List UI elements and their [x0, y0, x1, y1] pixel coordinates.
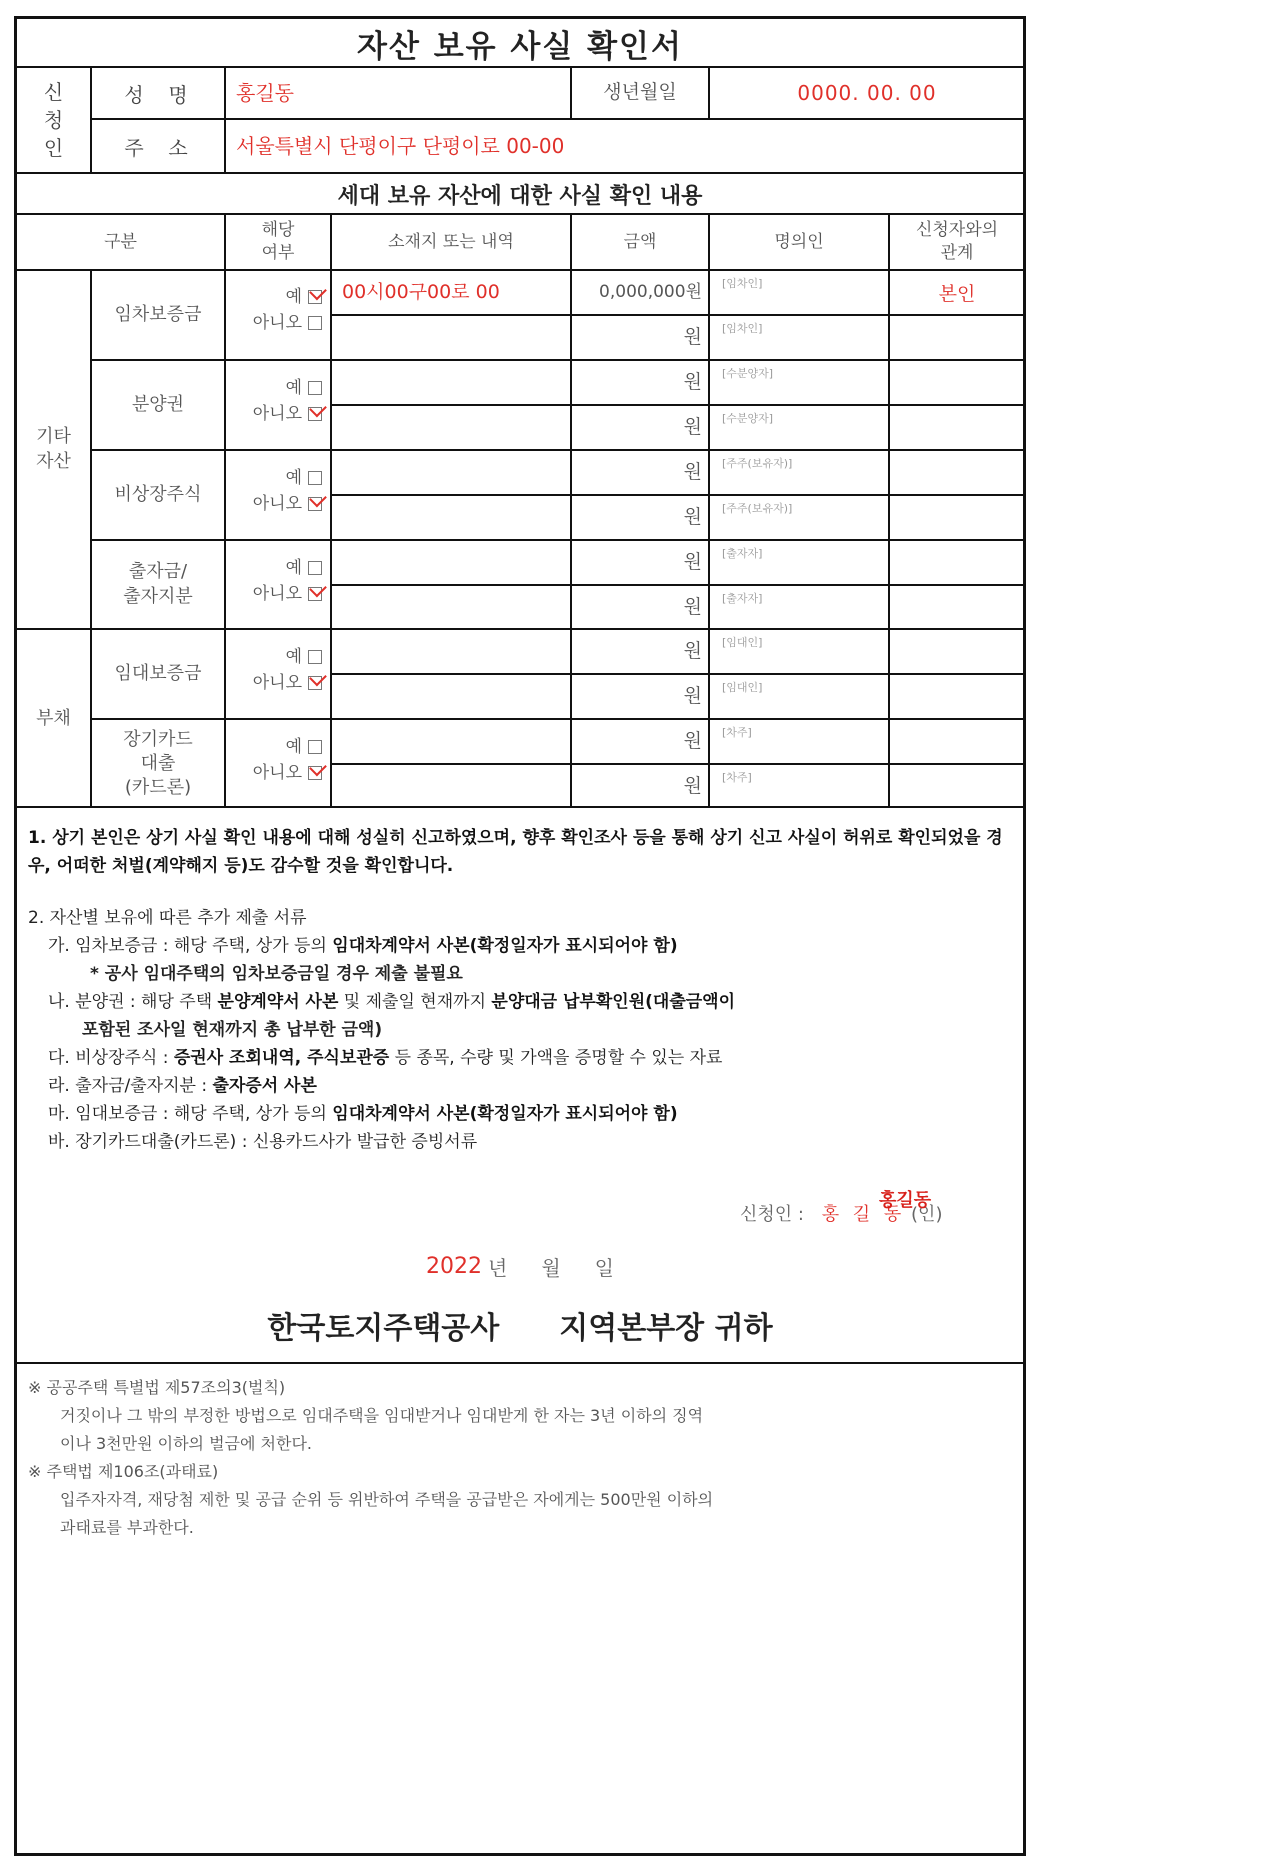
amount-cell: 원	[683, 775, 702, 797]
no-label: 아니오	[252, 583, 302, 604]
yes-label: 예	[285, 647, 302, 667]
owner-cell: [수분양자]	[722, 412, 774, 425]
note-ga-text: 가. 임차보증금 : 해당 주택, 상가 등의	[48, 936, 333, 956]
note-da-text2: 등 종목, 수량 및 가액을 증명할 수 있는 자료	[389, 1048, 723, 1068]
note-ma	[28, 1100, 1014, 1128]
group-other-assets: 기타 자산	[36, 426, 71, 472]
owner-cell: [임차인]	[722, 277, 763, 290]
amount-cell: 원	[683, 461, 702, 483]
owner-cell: [수분양자]	[722, 367, 774, 380]
header-category: 구분	[104, 231, 137, 252]
row-name-investment: 출자금/ 출자지분	[123, 561, 193, 607]
recipient-org: 한국토지주택공사	[267, 1311, 500, 1346]
note-ra-bold: 출자증서 사본	[212, 1076, 317, 1096]
no-checkbox[interactable]	[308, 766, 322, 780]
no-label: 아니오	[252, 672, 302, 693]
yes-checkbox[interactable]	[308, 471, 322, 485]
no-checkbox[interactable]	[308, 316, 322, 330]
no-checkbox[interactable]	[308, 587, 322, 601]
legal-2-title: ※ 주택법 제106조(과태료)	[28, 1462, 219, 1481]
note-ma-bold: 임대차계약서 사본(확정일자가 표시되어야 함)	[332, 1104, 678, 1124]
legal-block	[28, 1374, 1008, 1542]
no-label: 아니오	[252, 762, 302, 783]
birth-value: 0000. 00. 00	[797, 81, 937, 105]
note-na-bold2: 분양대금 납부확인원(대출금액이	[491, 992, 736, 1012]
yes-checkbox[interactable]	[308, 650, 322, 664]
row-name-presale-right: 분양권	[131, 393, 185, 415]
check-group-card-loan	[232, 735, 322, 786]
recipient-line	[17, 1300, 1023, 1350]
date-month-unit: 월	[541, 1255, 561, 1280]
note-ba: 바. 장기카드대출(카드론) : 신용카드사가 발급한 증빙서류	[48, 1132, 478, 1152]
amount-cell: 원	[683, 596, 702, 618]
header-amount: 금액	[623, 231, 657, 252]
note-ga	[28, 932, 1014, 960]
owner-cell: [주주(보유자)]	[722, 502, 793, 515]
location-cell: 00시00구00로 00	[342, 281, 500, 303]
recipient-office: 지역본부장 귀하	[559, 1311, 773, 1346]
legal-2-body1: 입주자자격, 재당첨 제한 및 공급 순위 등 위반하여 주택을 공급받은 자에게는 500만원 이하의	[60, 1490, 714, 1509]
note-da-text: 다. 비상장주식 :	[48, 1048, 174, 1068]
note-1: 1. 상기 본인은 상기 사실 확인 내용에 대해 성실히 신고하였으며, 향후 확인조사 등을 통해 상기 신고 사실이 허위로 확인되었을 경우, 어떠한 처벌(계약해지 등)도 감수할 것을 확인합니다.	[28, 828, 1003, 876]
signature-name: 홍 길 동	[821, 1204, 906, 1225]
no-label: 아니오	[252, 493, 302, 514]
note-ga-star: * 공사 임대주택의 임차보증금일 경우 제출 불필요	[90, 964, 463, 984]
row-name-lease-deposit: 임차보증금	[114, 303, 202, 325]
legal-2-body2: 과태료를 부과한다.	[60, 1518, 194, 1537]
name-label: 성 명	[124, 82, 192, 107]
yes-label: 예	[285, 558, 302, 578]
amount-cell: 원	[683, 371, 702, 393]
note-na-cont: 포함된 조사일 현재까지 총 납부한 금액)	[82, 1020, 383, 1040]
header-relation: 신청자와의 관계	[915, 220, 999, 263]
amount-cell: 원	[683, 506, 702, 528]
amount-cell: 원	[683, 416, 702, 438]
note-na-text2: 및 제출일 현재까지	[338, 992, 492, 1012]
signature-label: 신청인 :	[740, 1204, 804, 1225]
name-value: 홍길동	[236, 81, 294, 105]
note-na-text: 나. 분양권 : 해당 주택	[48, 992, 218, 1012]
row-name-card-loan: 장기카드 대출 (카드론)	[123, 728, 193, 799]
amount-cell: 원	[683, 730, 702, 752]
date-year: 2022	[426, 1253, 482, 1279]
amount-cell: 원	[683, 551, 702, 573]
note-2-block	[28, 904, 1014, 1156]
no-label: 아니오	[252, 403, 302, 424]
owner-cell: [차주]	[722, 726, 752, 739]
yes-checkbox[interactable]	[308, 381, 322, 395]
note-da-bold: 증권사 조회내역, 주식보관증	[173, 1048, 390, 1068]
check-group-investment	[232, 556, 322, 607]
legal-1-title: ※ 공공주택 특별법 제57조의3(벌칙)	[28, 1378, 286, 1397]
check-group-lease-deposit	[232, 285, 322, 336]
row-name-rental-deposit: 임대보증금	[114, 662, 202, 684]
applicant-label: 신 청 인	[43, 80, 64, 160]
yes-label: 예	[285, 378, 302, 398]
header-location: 소재지 또는 내역	[388, 231, 514, 252]
birth-label: 생년월일	[603, 81, 677, 104]
legal-1-body1: 거짓이나 그 밖의 부정한 방법으로 임대주택을 임대받거나 임대받게 한 자는 3년 이하의 징역	[60, 1406, 704, 1425]
group-debt: 부채	[36, 707, 71, 729]
signature-handwritten: 홍길동	[879, 1190, 932, 1211]
row-name-unlisted-stock: 비상장주식	[114, 483, 202, 505]
yes-label: 예	[285, 737, 302, 757]
date-year-unit: 년	[488, 1255, 508, 1280]
amount-cell: 0,000,000원	[599, 282, 702, 302]
note-da	[28, 1044, 1014, 1072]
check-group-unlisted-stock	[232, 466, 322, 517]
amount-cell: 원	[683, 640, 702, 662]
owner-cell: [출자자]	[722, 592, 763, 605]
owner-cell: [임대인]	[722, 681, 763, 694]
yes-checkbox[interactable]	[308, 740, 322, 754]
signature-seal: (인)	[911, 1204, 943, 1225]
relation-cell: 본인	[938, 283, 976, 305]
no-checkbox[interactable]	[308, 497, 322, 511]
no-checkbox[interactable]	[308, 407, 322, 421]
owner-cell: [주주(보유자)]	[722, 457, 793, 470]
address-value: 서울특별시 단평이구 단평이로 00-00	[236, 134, 565, 158]
owner-cell: [임대인]	[722, 636, 763, 649]
yes-checkbox[interactable]	[308, 561, 322, 575]
header-applicable: 해당 여부	[261, 220, 295, 263]
note-ma-text: 마. 임대보증금 : 해당 주택, 상가 등의	[48, 1104, 333, 1124]
signature-line	[740, 1190, 1020, 1226]
owner-cell: [차주]	[722, 771, 752, 784]
signature-seal-wrap	[879, 1190, 943, 1225]
yes-checkbox[interactable]	[308, 290, 322, 304]
check-group-presale-right	[232, 376, 322, 427]
note-na	[28, 988, 1014, 1016]
amount-cell: 원	[683, 326, 702, 348]
section-title: 세대 보유 자산에 대한 사실 확인 내용	[337, 183, 703, 209]
note-ra	[28, 1072, 1014, 1100]
yes-label: 예	[285, 468, 302, 488]
owner-cell: [임차인]	[722, 322, 763, 335]
note-na-bold: 분양계약서 사본	[217, 992, 339, 1012]
no-label: 아니오	[252, 312, 302, 333]
address-label: 주 소	[124, 135, 192, 160]
note-ra-text: 라. 출자금/출자지분 :	[48, 1076, 213, 1096]
date-line	[17, 1248, 1023, 1284]
amount-cell: 원	[683, 685, 702, 707]
check-group-rental-deposit	[232, 645, 322, 696]
owner-cell: [출자자]	[722, 547, 763, 560]
date-day-unit: 일	[594, 1255, 614, 1280]
note-ga-bold: 임대차계약서 사본(확정일자가 표시되어야 함)	[332, 936, 678, 956]
document-title: 자산 보유 사실 확인서	[357, 28, 683, 65]
header-owner: 명의인	[774, 231, 824, 252]
note-2-title: 2. 자산별 보유에 따른 추가 제출 서류	[28, 908, 307, 928]
legal-1-body2: 이나 3천만원 이하의 벌금에 처한다.	[60, 1434, 312, 1453]
no-checkbox[interactable]	[308, 676, 322, 690]
yes-label: 예	[285, 287, 302, 307]
